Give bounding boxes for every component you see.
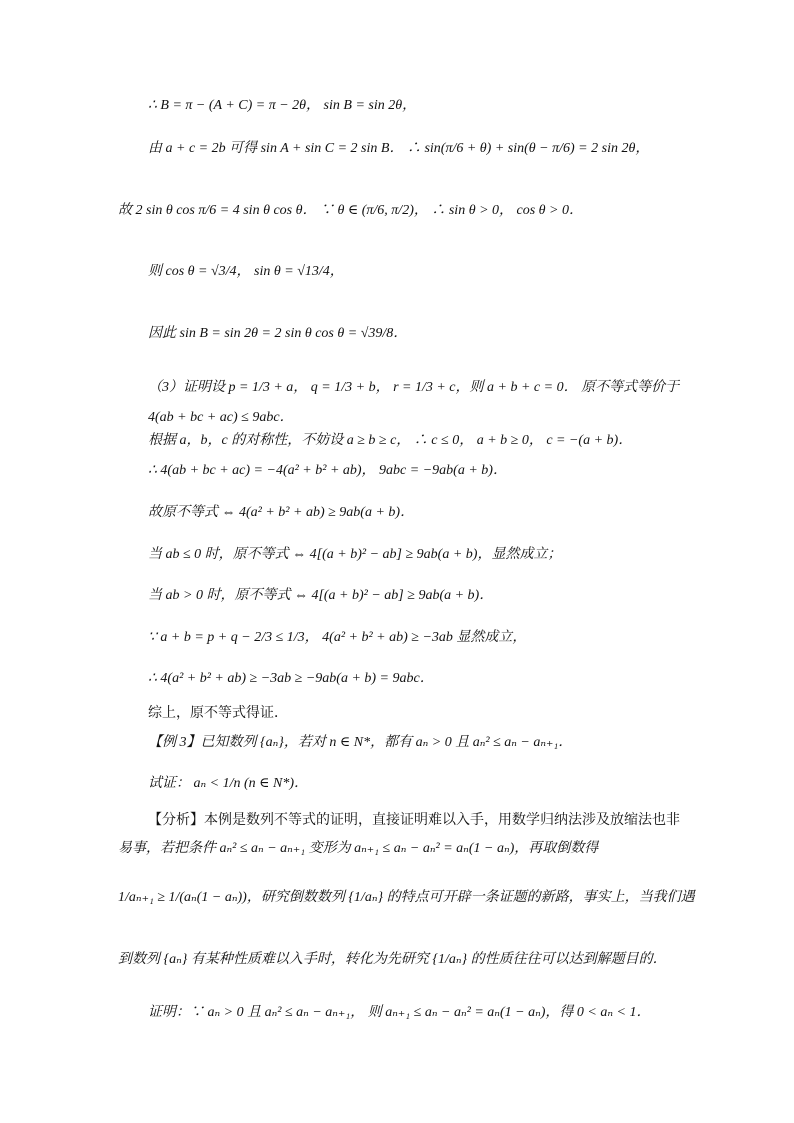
text-line-5: 因此 sin B = sin 2θ = 2 sin θ cos θ = √39/8． (148, 326, 408, 341)
text-line-19: 易事，若把条件 aₙ² ≤ aₙ − aₙ₊₁ 变形为 aₙ₊₁ ≤ aₙ − aₙ² = aₙ(1 − aₙ)，再取倒数得 (118, 841, 599, 856)
text-line-11: 当 ab ≤ 0 时，原不等式 ⇔ 4[(a + b)² − ab] ≥ 9ab(a + b)，显然成立； (148, 547, 562, 562)
text-line-6: （3）证明设 p = 1/3 + a， q = 1/3 + b， r = 1/3 + c，则 a + b + c = 0． 原不等式等价于 (148, 380, 680, 395)
text-line-10: 故原不等式 ⇔ 4(a² + b² + ab) ≥ 9ab(a + b)． (148, 505, 415, 520)
text-line-14: ∴ 4(a² + b² + ab) ≥ −3ab ≥ −9ab(a + b) = 9abc． (148, 671, 434, 686)
text-line-22: 证明：∵ aₙ > 0 且 aₙ² ≤ aₙ − aₙ₊₁， 则 aₙ₊₁ ≤ aₙ − aₙ² = aₙ(1 − aₙ)，得 0 < aₙ < 1． (148, 1005, 651, 1020)
text-line-18: 【分析】本例是数列不等式的证明，直接证明难以入手，用数学归纳法涉及放缩法也非 (148, 812, 680, 828)
text-line-2: 由 a + c = 2b 可得 sin A + sin C = 2 sin B． ∴ sin(π/6 + θ) + sin(θ − π/6) = 2 sin 2θ， (148, 141, 650, 156)
text-line-13: ∵ a + b = p + q − 2/3 ≤ 1/3， 4(a² + b² + ab) ≥ −3ab 显然成立， (148, 630, 527, 645)
text-line-1: ∴ B = π − (A + C) = π − 2θ， sin B = sin 2θ， (148, 98, 417, 113)
text-line-12: 当 ab > 0 时，原不等式 ⇔ 4[(a + b)² − ab] ≥ 9ab(a + b)． (148, 588, 494, 603)
text-line-21: 到数列 {aₙ} 有某种性质难以入手时，转化为先研究 {1/aₙ} 的性质往往可以达到解题目的． (118, 952, 667, 967)
text-line-17: 试证： aₙ < 1/n (n ∈ N*)． (148, 776, 309, 791)
text-line-15: 综上，原不等式得证． (148, 705, 288, 721)
text-line-8: 根据 a，b，c 的对称性，不妨设 a ≥ b ≥ c， ∴ c ≤ 0， a + b ≥ 0， c = −(a + b)． (148, 433, 633, 448)
text-line-16: 【例 3】已知数列 {aₙ}，若对 n ∈ N*，都有 aₙ > 0 且 aₙ² ≤ aₙ − aₙ₊₁． (148, 735, 573, 750)
text-line-9: ∴ 4(ab + bc + ac) = −4(a² + b² + ab)， 9abc = −9ab(a + b)． (148, 463, 507, 478)
text-line-4: 则 cos θ = √3/4， sin θ = √13/4， (148, 264, 344, 279)
text-line-7: 4(ab + bc + ac) ≤ 9abc． (148, 410, 294, 425)
text-line-20: 1/aₙ₊₁ ≥ 1/(aₙ(1 − aₙ))，研究倒数数列 {1/aₙ} 的特点可开辟一条证题的新路，事实上，当我们遇 (118, 890, 695, 905)
text-line-3: 故 2 sin θ cos π/6 = 4 sin θ cos θ． ∵ θ ∈ (π/6, π/2)， ∴ sin θ > 0， cos θ > 0． (118, 203, 584, 218)
